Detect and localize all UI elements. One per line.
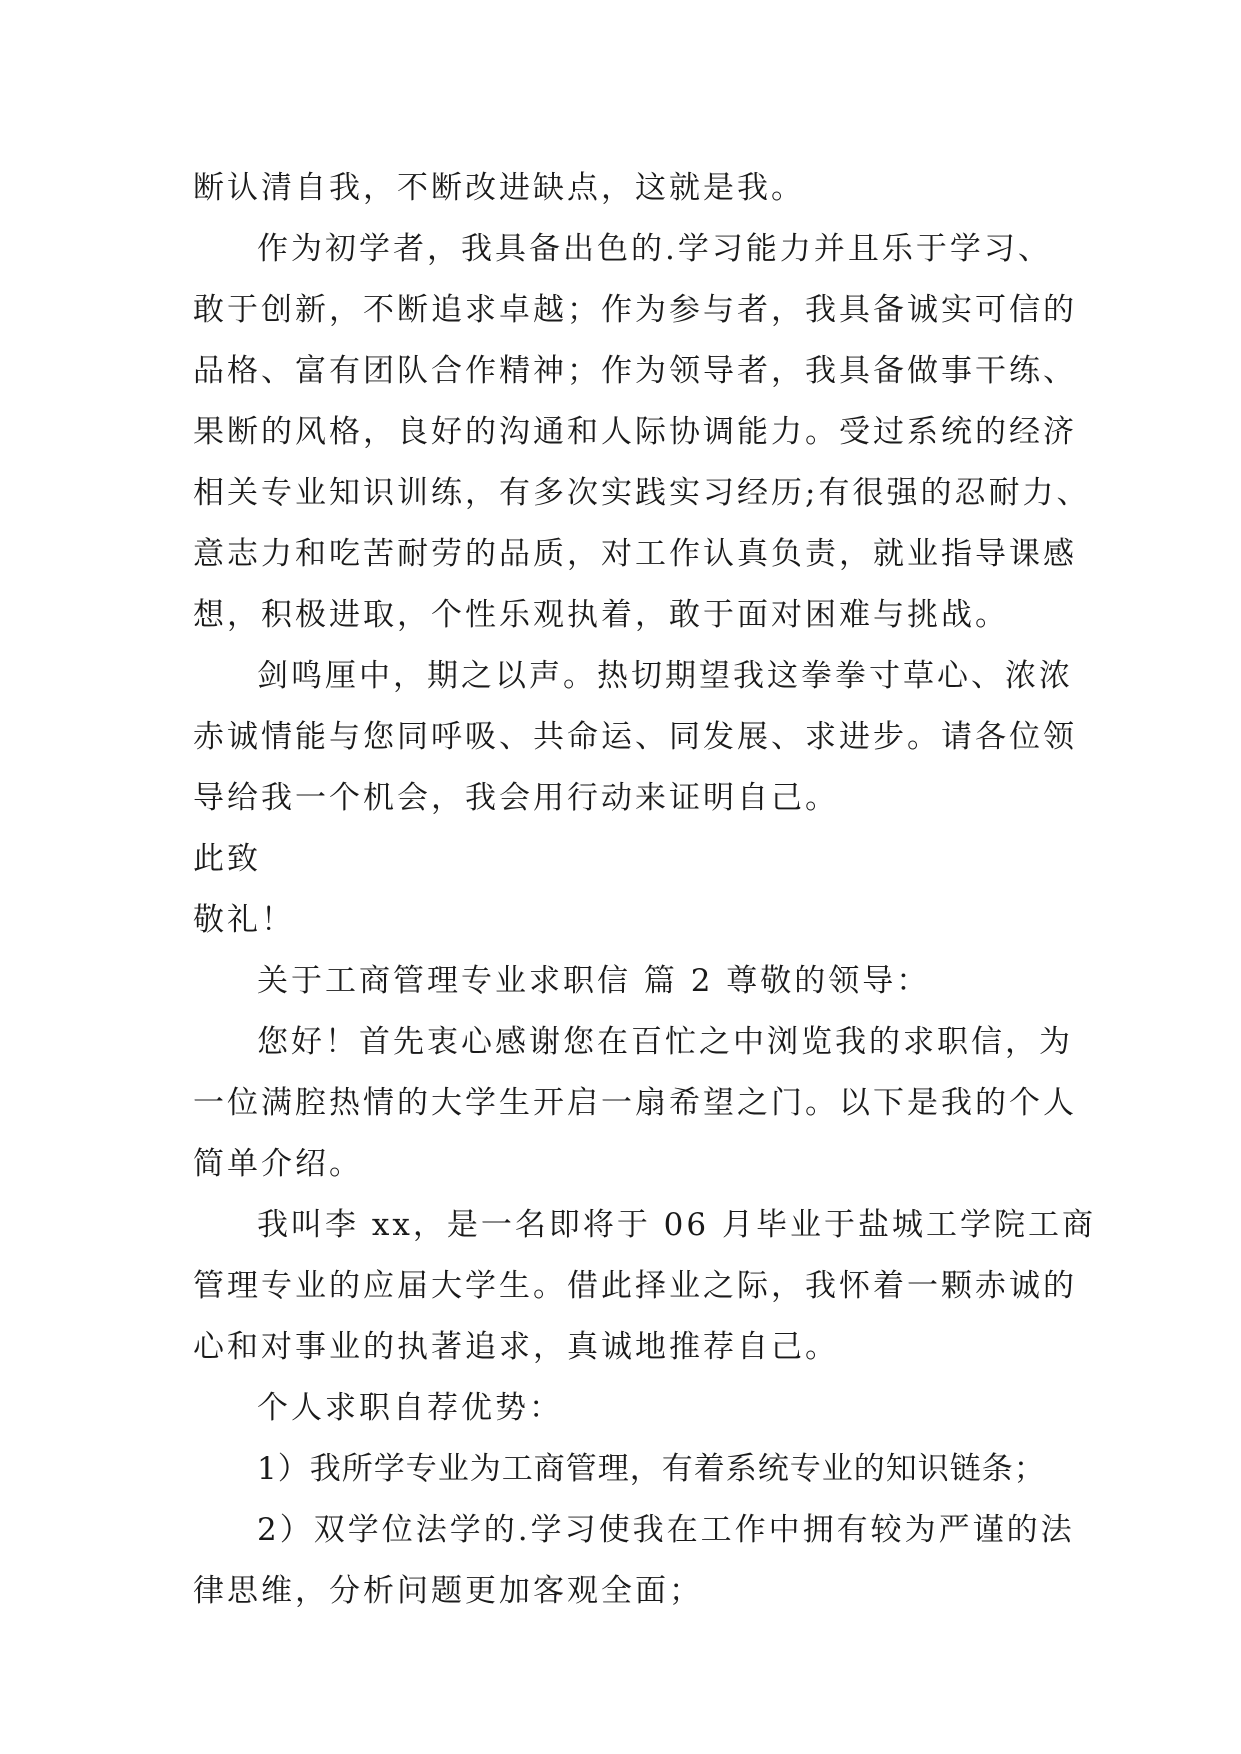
text-line: 律思维，分析问题更加客观全面； [193,1573,703,1609]
text-line: 心和对事业的执著追求，真诚地推荐自己。 [193,1329,839,1365]
letter-body [193,158,1096,1622]
list-item: 1）我所学专业为工商管理，有着系统专业的知识链条； [257,1451,1046,1487]
text-line: 相关专业知识训练，有多次实践实习经历;有很强的忍耐力、 [193,475,1091,511]
section-heading: 关于工商管理专业求职信 篇 2 尊敬的领导： [257,963,931,999]
text-line: 赤诚情能与您同呼吸、共命运、同发展、求进步。请各位领 [193,719,1077,755]
text-line: 想，积极进取，个性乐观执着，敢于面对困难与挑战。 [193,597,1009,633]
text-line: 作为初学者，我具备出色的.学习能力并且乐于学习、 [257,231,1052,267]
closing-line: 此致 [193,841,261,877]
text-line: 剑鸣厘中，期之以声。热切期望我这拳拳寸草心、浓浓 [257,658,1073,694]
text-line: 您好！首先衷心感谢您在百忙之中浏览我的求职信，为 [257,1024,1073,1060]
text-line: 品格、富有团队合作精神；作为领导者，我具备做事干练、 [193,353,1077,389]
closing-line: 敬礼！ [193,902,295,938]
text-line: 简单介绍。 [193,1146,363,1182]
text-line: 个人求职自荐优势： [257,1390,563,1426]
list-item: 2）双学位法学的.学习使我在工作中拥有较为严谨的法 [257,1512,1075,1548]
text-line: 我叫李 xx，是一名即将于 06 月毕业于盐城工学院工商 [257,1207,1096,1243]
text-line: 断认清自我，不断改进缺点，这就是我。 [193,170,805,206]
text-line: 敢于创新，不断追求卓越；作为参与者，我具备诚实可信的 [193,292,1077,328]
text-line: 导给我一个机会，我会用行动来证明自己。 [193,780,839,816]
text-line: 果断的风格，良好的沟通和人际协调能力。受过系统的经济 [193,414,1077,450]
text-line: 意志力和吃苦耐劳的品质，对工作认真负责，就业指导课感 [193,536,1077,572]
text-line: 管理专业的应届大学生。借此择业之际，我怀着一颗赤诚的 [193,1268,1077,1304]
text-line: 一位满腔热情的大学生开启一扇希望之门。以下是我的个人 [193,1085,1077,1121]
